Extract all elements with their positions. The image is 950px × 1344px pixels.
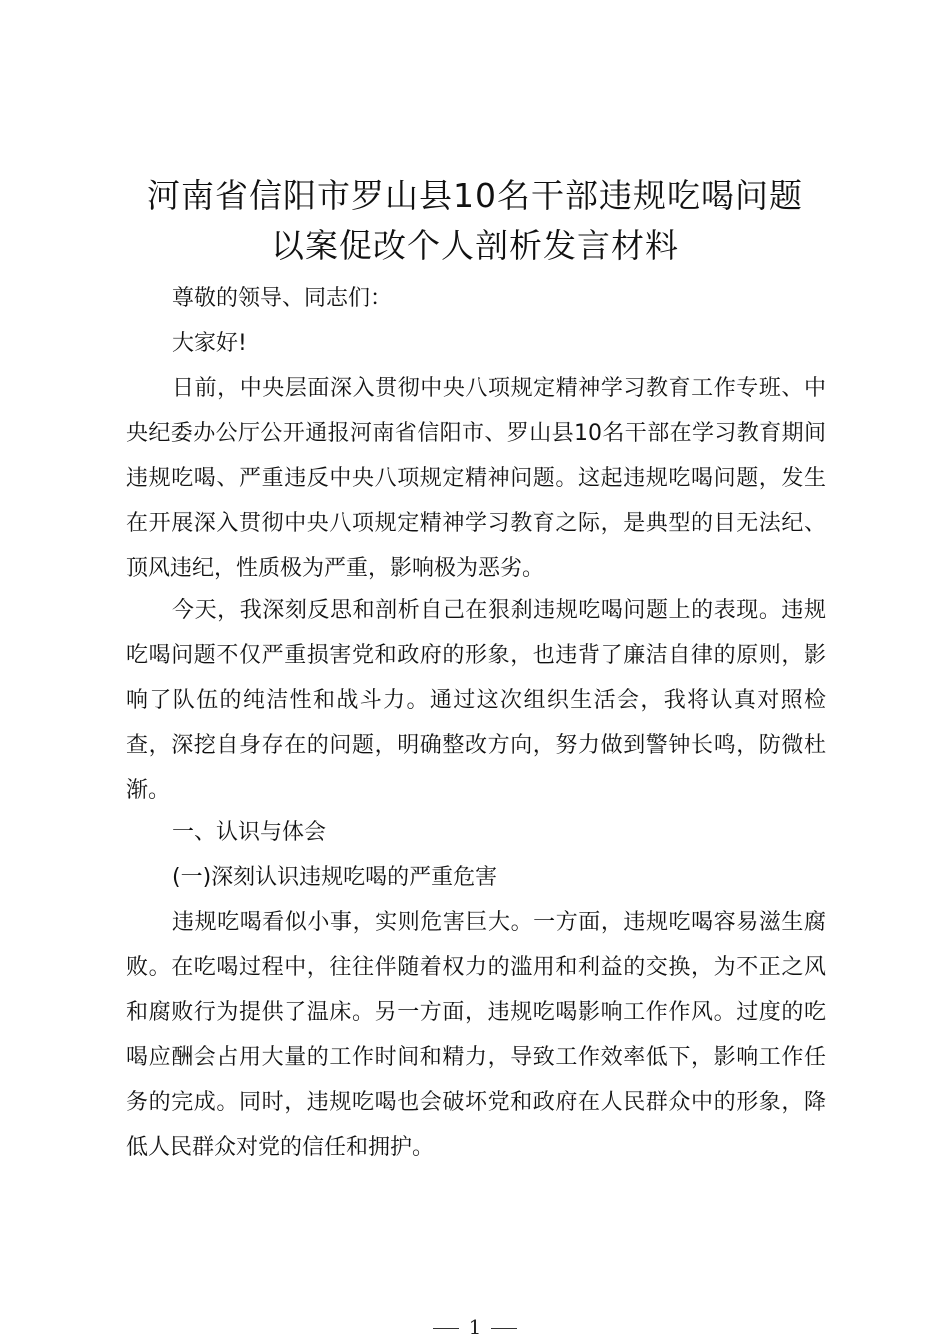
document-title-line-2: 以案促改个人剖析发言材料 [271,226,679,265]
page-footer [0,1314,950,1340]
footer-dash-right [491,1328,517,1329]
document-title-line-1: 河南省信阳市罗山县10名干部违规吃喝问题 [147,176,803,215]
subsection-heading-1: (一)深刻认识违规吃喝的严重危害 [172,865,498,890]
body-paragraph-1: 日前，中央层面深入贯彻中央八项规定精神学习教育工作专班、中央纪委办公厅公开通报河南省信阳市、罗山县10名干部在学习教育期间违规吃喝、严重违反中央八项规定精神问题。这起违规吃喝问题，发生在开展深入贯彻中央八项规定精神学习教育之际，是典型的目无法纪、顶风违纪，性质极为严重，影响极为恶劣。 [126,376,826,581]
salutation: 尊敬的领导、同志们： [172,286,393,311]
body-paragraph-2: 今天，我深刻反思和剖析自己在狠刹违规吃喝问题上的表现。违规吃喝问题不仅严重损害党和政府的形象，也违背了廉洁自律的原则，影响了队伍的纯洁性和战斗力。通过这次组织生活会，我将认真对照检查，深挖自身存在的问题，明确整改方向，努力做到警钟长鸣，防微杜渐。 [126,598,826,803]
body-paragraph-3: 违规吃喝看似小事，实则危害巨大。一方面，违规吃喝容易滋生腐败。在吃喝过程中，往往伴随着权力的滥用和利益的交换，为不正之风和腐败行为提供了温床。另一方面，违规吃喝影响工作作风。过度的吃喝应酬会占用大量的工作时间和精力，导致工作效率低下，影响工作任务的完成。同时，违规吃喝也会破坏党和政府在人民群众中的形象，降低人民群众对党的信任和拥护。 [126,910,826,1160]
footer-dash-left [433,1328,459,1329]
greeting: 大家好! [172,331,247,356]
section-heading-1: 一、认识与体会 [172,820,327,845]
page-number: 1 [468,1315,482,1339]
